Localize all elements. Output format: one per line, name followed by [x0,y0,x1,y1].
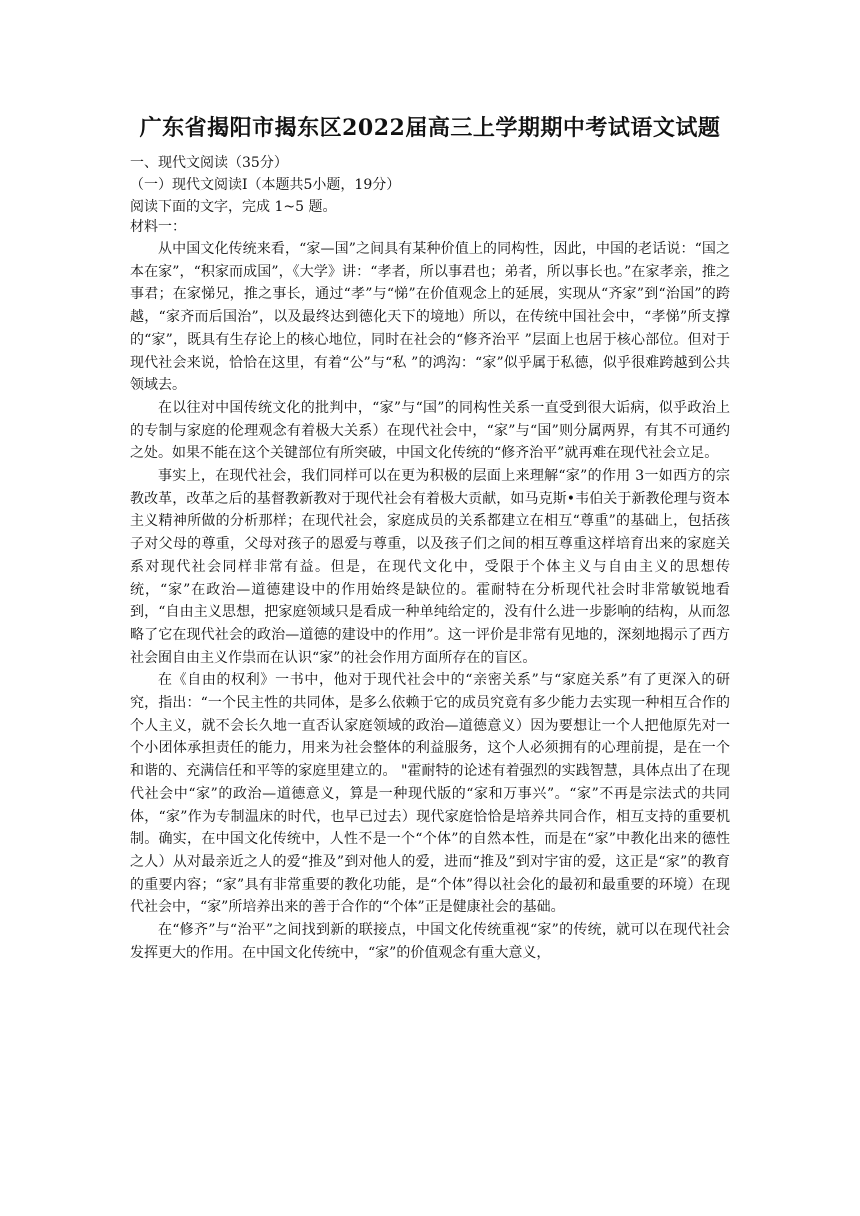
section-heading: 一、现代文阅读（35分） [130,155,288,171]
paragraph-1: 从中国文化传统来看，“家—国”之间具有某种价值上的同构性，因此，中国的老话说：“国之本在家”，“积家而成国”，《大学》讲：“孝者，所以事君也；弟者，所以事长也。”在家孝亲，推之事君；在家悌兄，推之事长，通过“孝”与“悌”在价值观念上的延展，实现从“齐家”到“治国”的跨越，“家齐而后国治”，以及最终达到德化天下的境地）所以，在传统中国社会中，“孝悌”所支撑的“家”，既具有生存论上的核心地位，同时在社会的“修齐治平 ”层面上也居于核心部位。但对于现代社会来说，恰恰在这里，有着“公”与“私 ”的鸿沟：“家”似乎属于私德，似乎很难跨越到公共领域去。 [130,241,730,394]
paragraph-5: 在“修齐”与“治平”之间找到新的联接点，中国文化传统重视“家”的传统，就可以在现代社会发挥更大的作用。在中国文化传统中，“家”的价值观念有重大意义， [130,922,730,961]
paragraph-3: 事实上，在现代社会，我们同样可以在更为积极的层面上来理解“家”的作用 3一如西方的宗教改革，改革之后的基督教新教对于现代社会有着极大贡献，如马克斯•韦伯关于新教伦理与资本主义精神所做的分析那样；在现代社会，家庭成员的关系都建立在相互“尊重”的基础上，包括孩子对父母的尊重，父母对孩子的恩爱与尊重，以及孩子们之间的相互尊重这样培育出来的家庭关系对现代社会同样非常有益。但是，在现代文化中，受限于个体主义与自由主义的思想传统，“家”在政治—道德建设中的作用始终是缺位的。霍耐特在分析现代社会时非常敏锐地看到，“自由主义思想，把家庭领域只是看成一种单纯给定的，没有什么进一步影响的结构，从而忽略了它在现代社会的政治—道德的建设中的作用”。这一评价是非常有见地的，深刻地揭示了西方社会囿自由主义作祟而在认识“家”的社会作用方面所存在的盲区。 [130,468,730,666]
material-label: 材料一： [130,219,186,235]
subsection-heading: （一）现代文阅读Ⅰ（本题共5小题，19分） [130,177,401,193]
paragraph-4: 在《自由的权利》一书中，他对于现代社会中的“亲密关系”与“家庭关系”有了更深入的研究，指出：“一个民主性的共同体，是多么依赖于它的成员究竟有多少能力去实现一种相互合作的个人主义，就不会长久地一直否认家庭领域的政治—道德意义）因为要想让一个人把他原先对一个小团体承担责任的能力，用来为社会整体的利益服务，这个人必须拥有的心理前提，是在一个和谐的、充满信任和平等的家庭里建立的。 "霍耐特的论述有着强烈的实践智慧，具体点出了在现代社会中“家”的政治—道德意义，算是一种现代版的“家和万事兴”。“家”不再是宗法式的共同体，“家”作为专制温床的时代，也早已过去）现代家庭恰恰是培养共同合作，相互支持的重要机制。确实，在中国文化传统中，人性不是一个“个体”的自然本性，而是在“家”中教化出来的德性之人）从对最亲近之人的爱“推及”到对他人的爱，进而“推及”到对宇宙的爱，这正是“家”的教育的重要内容；“家”具有非常重要的教化功能，是“个体”得以社会化的最初和最重要的环境）在现代社会中，“家”所培养出来的善于合作的“个体”正是健康社会的基础。 [130,672,730,916]
passage-body [130,238,730,965]
reading-instruction: 阅读下面的文字，完成 1~5 题。 [130,199,337,215]
paragraph-2: 在以往对中国传统文化的批判中，“家”与“国”的同构性关系一直受到很大诟病，似乎政治上的专制与家庭的伦理观念有着极大关系）在现代社会中，“家”与“国”则分属两界，有其不可通约之处。如果不能在这个关键部位有所突破，中国文化传统的“修齐治平”就再难在现代社会立足。 [130,399,730,462]
document-title: 广东省揭阳市揭东区2022届高三上学期期中考试语文试题 [139,115,721,141]
